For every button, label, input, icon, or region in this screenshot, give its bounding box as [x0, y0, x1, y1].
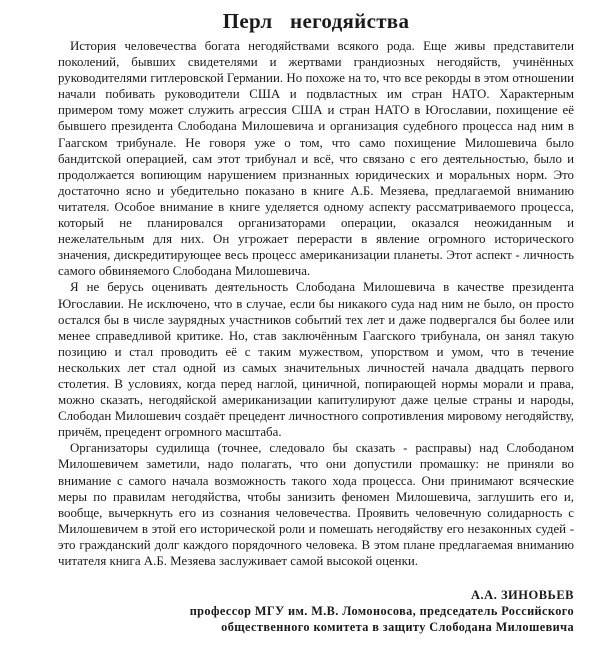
paragraph-3: Организаторы судилища (точнее, следовало бы сказать - расправы) над Слободаном Милошевичем заметили, надо полагать, что они допустили промашку: не приняли во внимание с самого начала возможность такого хода процесса. Они принимают всяческие меры по правилам негодяйства, чтобы занизить феномен Милошевича, заглушить его и, вообще, вычеркнуть его из сознания человечества. Проявить человечную солидарность с Милошевичем в этой его исторической роли и помешать негодяйству его незаконных судей - это гражданский долг каждого порядочного человека. В этом плане предлагаемая вниманию читателя книга А.Б. Мезяева заслуживает самой высокой оценки.: [58, 441, 574, 568]
author-position-line-1: профессор МГУ им. М.В. Ломоносова, председатель Российского: [189, 604, 574, 619]
paragraph-2: Я не берусь оценивать деятельность Слободана Милошевича в качестве президента Югославии. Не исключено, что в случае, если бы никакого суда над ним не было, он просто остался бы в числе заурядных участников событий тех лет и даже подвергался бы более или менее справедливой критике. Но, став заключённым Гаагского трибунала, он занял такую позицию и стал проводить её с таким мужеством, упорством и умом, что в течение нескольких лет стал одной из самых значительных личностей начала двадцать первого столетия. В условиях, когда перед наглой, циничной, попирающей нормы морали и права, можно сказать, негодяйской американизации капитулируют даже целые страны и народы, Слободан Милошевич создаёт прецедент личностного сопротивления мировому негодяйству, причём, прецедент огромного масштаба.: [58, 280, 574, 440]
article-title: Перл негодяйства: [222, 9, 410, 33]
author-position-line-2: общественного комитета в защиту Слободана Милошевича: [221, 620, 574, 635]
signature-block: [58, 587, 574, 635]
paragraph-1: История человечества богата негодяйствами всякого рода. Еще живы представители поколений, бывших свидетелями и жертвами грандиозных негодяйств, учинённых руководителями гитлеровской Германии. Но похоже на то, что все рекорды в этом отношении начали побивать руководители США и подвластных им стран НАТО. Характерным примером тому может служить агрессия США и стран НАТО в Югославии, похищение её бывшего президента Слободана Милошевича и организация судебного процесса над ним в Гаагском трибунале. Не говоря уже о том, что само похищение Милошевича было бандитской операцией, сам этот трибунал и всё, что связано с его деятельностью, было и продолжается вопиющим нарушением признанных юридических и моральных норм. Это достаточно ясно и убедительно показано в книге А.Б. Мезяева, предлагаемой вниманию читателя. Особое внимание в книге уделяется одному аспекту рассматриваемого процесса, который не планировался организаторами операции, оказался неожиданным и нежелательным для них. Он угрожает перерасти в явление огромного исторического значения, дискредитирующее весь процесс американизации планеты. Этот аспект - личность самого обвиняемого Слободана Милошевича.: [58, 39, 574, 279]
author-name: А.А. ЗИНОВЬЕВ: [471, 588, 574, 603]
